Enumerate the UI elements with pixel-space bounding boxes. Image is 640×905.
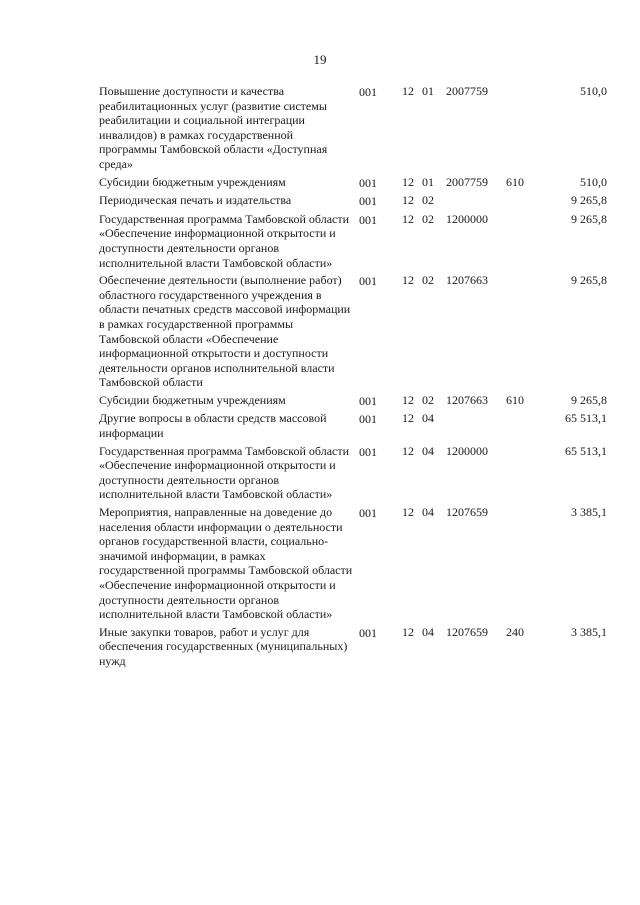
row-subsection-code: 02 xyxy=(422,211,434,226)
row-ved-code: 001 xyxy=(359,212,377,227)
row-name: Субсидии бюджетным учреждениям xyxy=(99,392,286,407)
row-section-code: 12 xyxy=(402,624,414,639)
row-ved-code: 001 xyxy=(359,393,377,408)
table-row xyxy=(99,84,607,175)
row-target-article: 1200000 xyxy=(446,443,488,458)
row-ved-code: 001 xyxy=(359,412,377,427)
row-name: Субсидии бюджетным учреждениям xyxy=(99,174,286,189)
row-section-code: 12 xyxy=(402,193,414,208)
row-subsection-code: 04 xyxy=(422,624,434,639)
row-amount: 3 385,1 xyxy=(571,505,607,520)
row-section-code: 12 xyxy=(402,505,414,520)
row-expense-type xyxy=(506,84,551,175)
row-target-article: 1207663 xyxy=(446,392,488,407)
row-amount: 3 385,1 xyxy=(571,624,607,639)
table-row xyxy=(99,193,607,212)
row-target-article xyxy=(446,411,506,443)
row-section-code: 12 xyxy=(402,84,414,98)
row-name: Государственная программа Тамбовской области «Обеспечение информационной открытости и доступности деятельности органов исполнительной власти Тамбовской области» xyxy=(99,443,350,502)
row-ved-code: 001 xyxy=(359,194,377,209)
row-expense-type xyxy=(506,193,551,212)
row-name: Периодическая печать и издательства xyxy=(99,193,292,208)
row-expense-type: 610 xyxy=(506,174,524,189)
row-amount: 9 265,8 xyxy=(571,273,607,288)
budget-table xyxy=(99,84,607,672)
row-expense-type xyxy=(506,411,551,443)
table-row xyxy=(99,273,607,393)
page-number: 19 xyxy=(313,52,327,67)
row-ved-code: 001 xyxy=(359,444,377,459)
row-name: Другие вопросы в области средств массовой информации xyxy=(99,411,327,441)
row-expense-type xyxy=(506,212,551,273)
row-name: Обеспечение деятельности (выполнение работ) областного государственного учреждения в области печатных средств массовой информации в рамках государственной программы Тамбовской области «Обеспечение информационной открытости и доступности деятельности органов исполнительной власти Тамбовской области xyxy=(99,273,351,390)
row-section-code: 12 xyxy=(402,411,414,426)
row-expense-type: 610 xyxy=(506,392,524,407)
row-target-article: 2007759 xyxy=(446,84,488,98)
row-amount: 65 513,1 xyxy=(565,411,607,426)
row-ved-code: 001 xyxy=(359,85,377,99)
row-target-article: 1200000 xyxy=(446,211,488,226)
table-body xyxy=(99,84,607,672)
row-subsection-code: 02 xyxy=(422,193,434,208)
row-ved-code: 001 xyxy=(359,175,377,190)
row-section-code: 12 xyxy=(402,273,414,288)
row-target-article: 2007759 xyxy=(446,174,488,189)
row-subsection-code: 01 xyxy=(422,84,434,98)
row-subsection-code: 01 xyxy=(422,174,434,189)
row-name: Государственная программа Тамбовской области «Обеспечение информационной открытости и доступности деятельности органов исполнительной власти Тамбовской области» xyxy=(99,211,350,270)
row-expense-type: 240 xyxy=(506,624,524,639)
row-name: Иные закупки товаров, работ и услуг для обеспечения государственных (муниципальных) нужд xyxy=(99,624,348,668)
row-subsection-code: 04 xyxy=(422,443,434,458)
row-target-article xyxy=(446,193,506,212)
row-amount: 9 265,8 xyxy=(571,392,607,407)
row-amount: 510,0 xyxy=(580,174,607,189)
table-row xyxy=(99,212,607,273)
row-section-code: 12 xyxy=(402,392,414,407)
row-subsection-code: 04 xyxy=(422,505,434,520)
table-row xyxy=(99,175,607,194)
row-ved-code: 001 xyxy=(359,506,377,521)
row-amount: 9 265,8 xyxy=(571,193,607,208)
row-ved-code: 001 xyxy=(359,625,377,640)
row-ved-code: 001 xyxy=(359,274,377,289)
row-section-code: 12 xyxy=(402,174,414,189)
table-row xyxy=(99,625,607,672)
row-expense-type xyxy=(506,273,551,393)
row-amount: 510,0 xyxy=(580,84,607,98)
row-section-code: 12 xyxy=(402,443,414,458)
row-expense-type xyxy=(506,444,551,505)
row-name: Мероприятия, направленные на доведение до населения области информации о деятельности органов государственной власти, социально-значимой информации, в рамках государственной программы Тамбовской области «Обеспечение информационной открытости и доступности деятельности органов исполнительной власти Тамбовской области» xyxy=(99,505,353,622)
row-target-article: 1207659 xyxy=(446,505,488,520)
row-amount: 65 513,1 xyxy=(565,443,607,458)
row-subsection-code: 04 xyxy=(422,411,434,426)
row-amount: 9 265,8 xyxy=(571,211,607,226)
row-section-code: 12 xyxy=(402,211,414,226)
row-expense-type xyxy=(506,505,551,625)
row-subsection-code: 02 xyxy=(422,392,434,407)
table-row xyxy=(99,444,607,505)
table-row xyxy=(99,411,607,443)
table-row xyxy=(99,393,607,412)
table-row xyxy=(99,505,607,625)
row-target-article: 1207659 xyxy=(446,624,488,639)
row-target-article: 1207663 xyxy=(446,273,488,288)
row-subsection-code: 02 xyxy=(422,273,434,288)
row-name: Повышение доступности и качества реабилитационных услуг (развитие системы реабилитации и социальной интеграции инвалидов) в рамках государственной программы Тамбовской области «Доступная среда» xyxy=(99,84,328,171)
